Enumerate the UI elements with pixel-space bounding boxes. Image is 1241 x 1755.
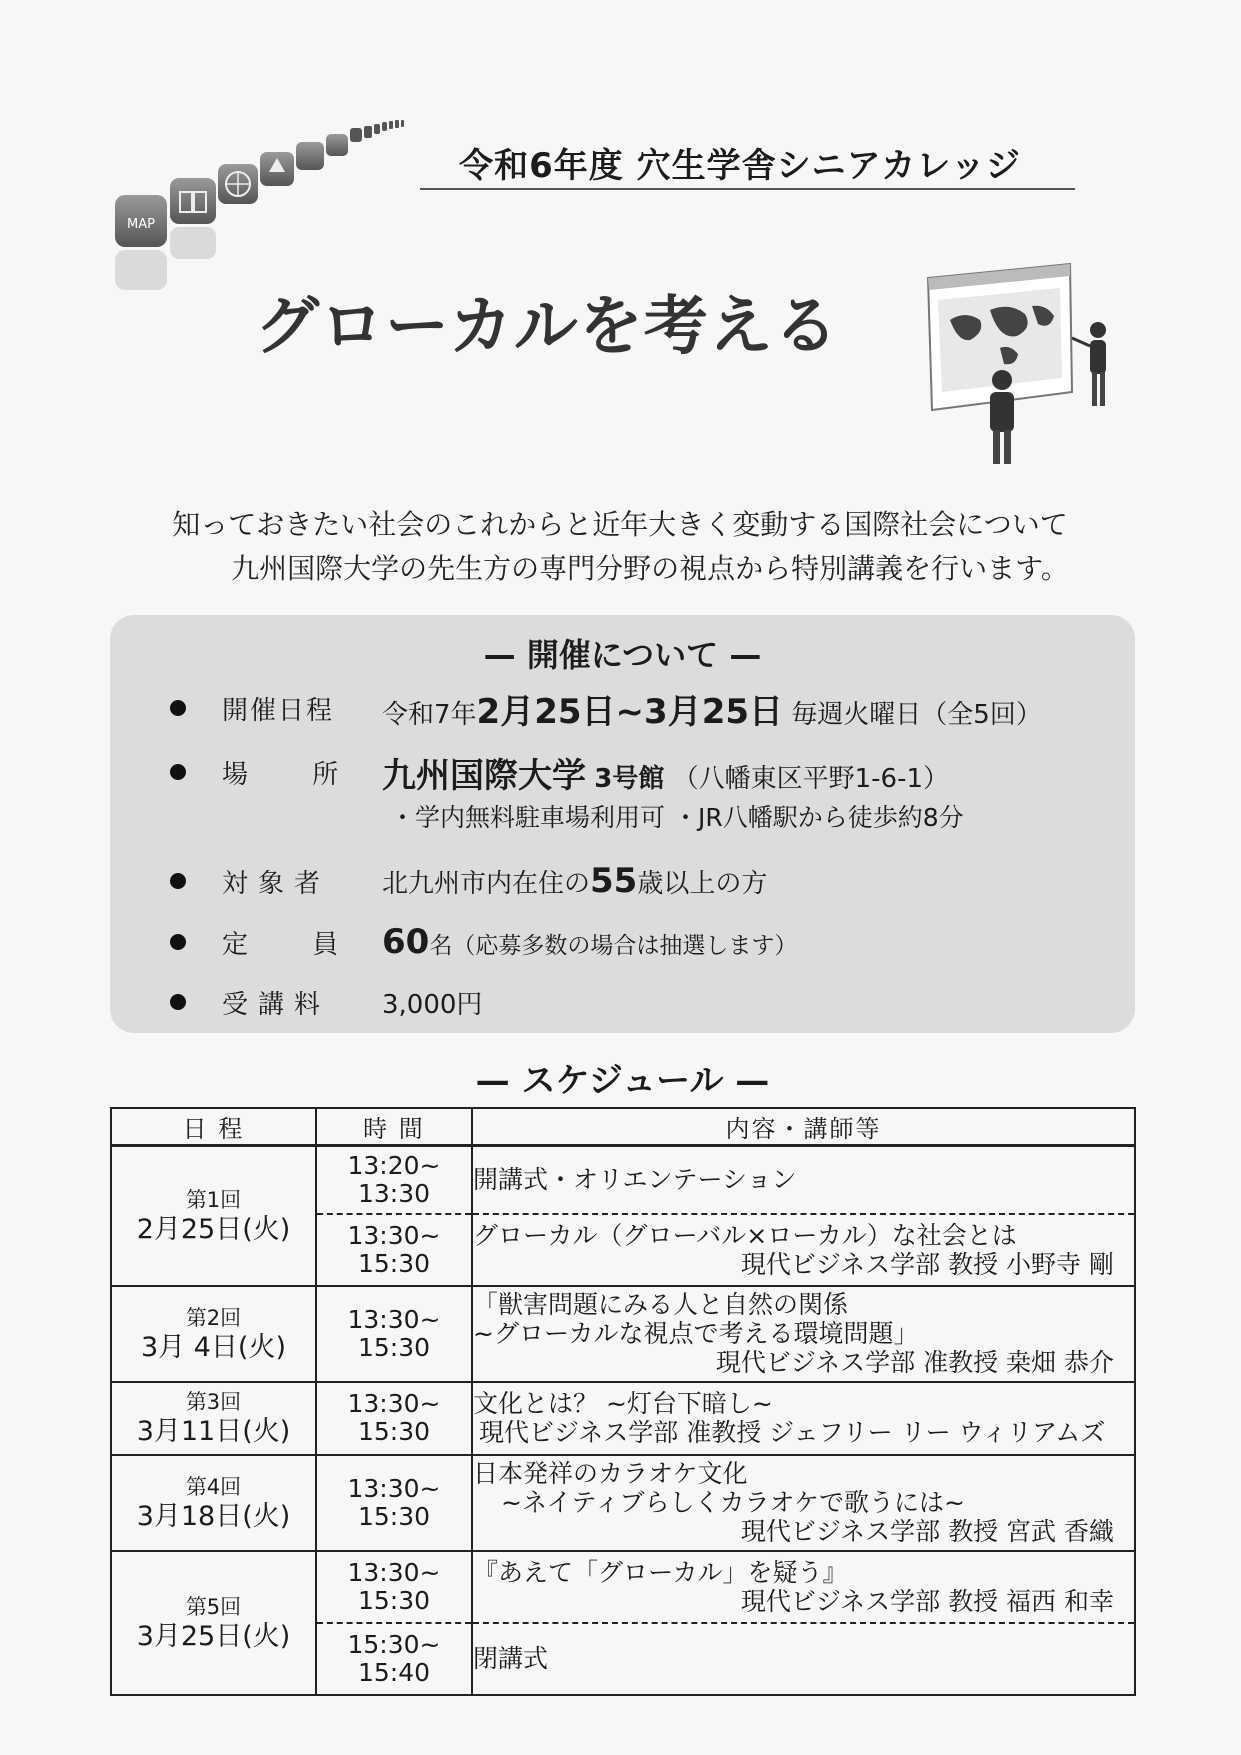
bullet-icon xyxy=(170,994,186,1010)
fee-label: 受講料 xyxy=(222,989,331,1020)
session-content-cell: 文化とは？ ~灯台下暗し~ 現代ビジネス学部 准教授 ジェフリー リー ウィリアムズ xyxy=(472,1382,1135,1455)
info-row-dates xyxy=(170,684,1120,732)
page-title: グローカルを考える xyxy=(255,290,839,364)
misc-tile-icon xyxy=(296,134,348,170)
session-content-cell: 『あえて「グローカル」を疑う』 現代ビジネス学部 教授 福西 和幸 xyxy=(472,1551,1135,1623)
target-value: 北九州市内在住の55歳以上の方 xyxy=(382,861,768,901)
svg-text:MAP: MAP xyxy=(127,217,155,232)
capacity-value: 60名（応募多数の場合は抽選します） xyxy=(382,922,798,962)
table-row xyxy=(111,1455,1135,1551)
small-tiles-icon xyxy=(350,120,404,142)
session-content-cell: 開講式・オリエンテーション xyxy=(472,1146,1135,1214)
session-content-cell: 日本発祥のカラオケ文化 ~ネイティブらしくカラオケで歌うには~ 現代ビジネス学部 教授 宮武 香織 xyxy=(472,1455,1135,1551)
table-row xyxy=(111,1382,1135,1455)
globe-tile-icon xyxy=(218,164,258,204)
intro-line-2: 九州国際大学の先生方の専門分野の視点から特別講義を行います。 xyxy=(231,552,1069,585)
schedule-table xyxy=(110,1107,1136,1696)
bullet-icon xyxy=(170,764,186,780)
session-time-cell: 13:30~ 15:30 xyxy=(316,1455,472,1551)
session-content-cell: 閉講式 xyxy=(472,1623,1135,1695)
dates-label: 開催日程 xyxy=(222,695,335,726)
place-value: 九州国際大学 3号館 （八幡東区平野1-6-1） xyxy=(382,755,950,796)
dates-value: 令和7年2月25日~3月25日 毎週火曜日（全5回） xyxy=(382,691,1042,732)
bullet-icon xyxy=(170,700,186,716)
session-time-cell: 13:30~ 15:30 xyxy=(316,1214,472,1286)
session-date-cell: 第5回 3月25日(火) xyxy=(111,1551,316,1695)
target-label: 対象者 xyxy=(222,868,331,899)
table-row xyxy=(111,1551,1135,1623)
header-content: 内容・講師等 xyxy=(472,1108,1135,1146)
presenter-person-icon xyxy=(1072,322,1106,406)
session-time-cell: 13:30~ 15:30 xyxy=(316,1382,472,1455)
session-content-cell: グローカル（グローバル×ローカル）な社会とは 現代ビジネス学部 教授 小野寺 剛 xyxy=(472,1214,1135,1286)
table-row xyxy=(111,1146,1135,1214)
tree-tile-icon xyxy=(260,152,294,186)
session-content-cell: 「獣害問題にみる人と自然の関係 ~グローカルな視点で考える環境問題」 現代ビジネス学部 准教授 桒畑 恭介 xyxy=(472,1286,1135,1382)
book-tile-icon xyxy=(170,178,216,224)
header-time: 時 間 xyxy=(316,1108,472,1146)
info-row-fee xyxy=(170,978,1120,1026)
place-label: 場 所 xyxy=(222,759,367,790)
event-info-heading: — 開催について — xyxy=(483,636,762,674)
place-access-note: ・学内無料駐車場利用可 ・JR八幡駅から徒歩約8分 xyxy=(390,803,964,832)
session-date-cell: 第4回 3月18日(火) xyxy=(111,1455,316,1551)
info-row-target xyxy=(170,857,1120,905)
header-date: 日 程 xyxy=(111,1108,316,1146)
session-date-cell: 第1回 2月25日(火) xyxy=(111,1146,316,1286)
fee-value: 3,000円 xyxy=(382,989,483,1020)
bullet-icon xyxy=(170,873,186,889)
info-row-place xyxy=(170,748,1120,796)
session-time-cell: 13:20~ 13:30 xyxy=(316,1146,472,1214)
schedule-header-row xyxy=(111,1108,1135,1146)
intro-text xyxy=(140,503,1100,591)
intro-line-1: 知っておきたい社会のこれからと近年大きく変動する国際社会について xyxy=(172,508,1068,541)
schedule-heading: — スケジュール — xyxy=(475,1061,770,1101)
event-subtitle: 令和6年度 穴生学舎シニアカレッジ xyxy=(459,146,1021,186)
session-time-cell: 15:30~ 15:40 xyxy=(316,1623,472,1695)
bullet-icon xyxy=(170,934,186,950)
standing-person-icon xyxy=(990,370,1014,464)
capacity-label: 定 員 xyxy=(222,929,367,960)
session-time-cell: 13:30~ 15:30 xyxy=(316,1551,472,1623)
session-date-cell: 第2回 3月 4日(火) xyxy=(111,1286,316,1382)
info-row-capacity xyxy=(170,918,1120,966)
table-row xyxy=(111,1286,1135,1382)
map-tile-icon xyxy=(115,195,167,247)
session-time-cell: 13:30~ 15:30 xyxy=(316,1286,472,1382)
session-date-cell: 第3回 3月11日(火) xyxy=(111,1382,316,1455)
subtitle-divider xyxy=(420,188,1075,190)
world-map-browser-illustration xyxy=(920,260,1120,470)
